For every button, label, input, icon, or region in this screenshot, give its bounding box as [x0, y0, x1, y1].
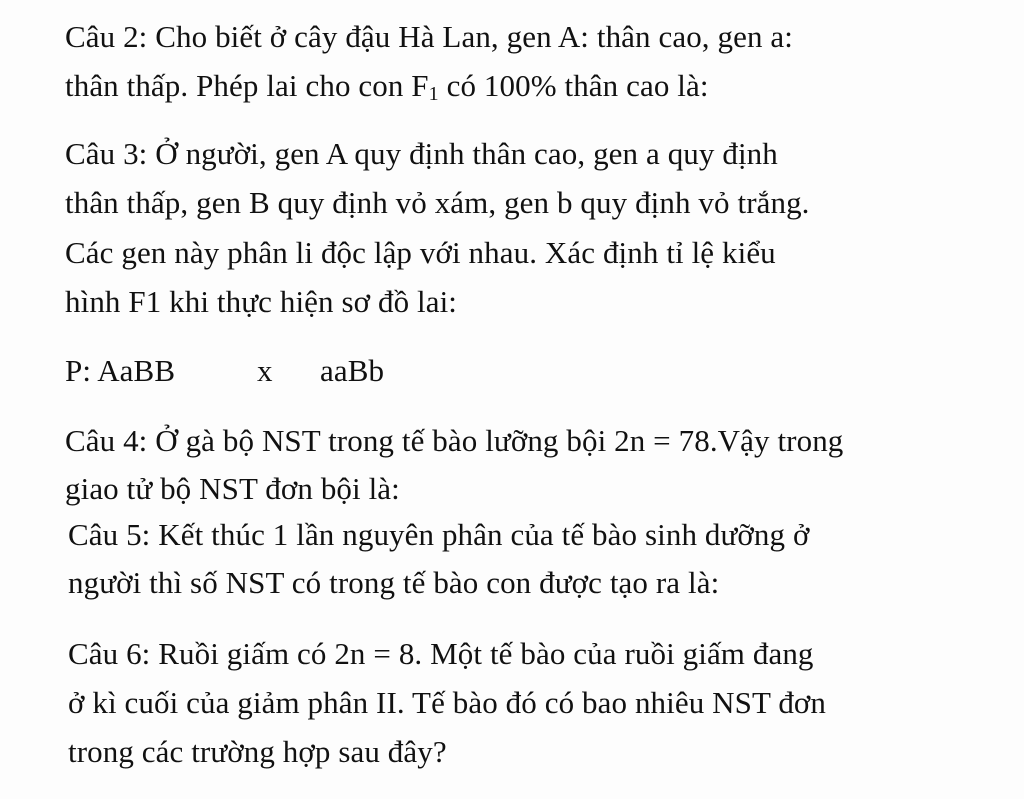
cross-symbol: x — [257, 353, 273, 388]
f1-subscript: 1 — [428, 83, 439, 105]
question-4-line-1: Câu 4: Ở gà bộ NST trong tế bào lưỡng bội 2n = 78.Vậy trong — [65, 423, 844, 458]
question-3-line-2: thân thấp, gen B quy định vỏ xám, gen b quy định vỏ trắng. — [65, 185, 810, 220]
question-3-line-4: hình F1 khi thực hiện sơ đồ lai: — [65, 284, 458, 319]
question-2-line-2-tail: có 100% thân cao là: — [438, 68, 709, 103]
question-5-line-1: Câu 5: Kết thúc 1 lần nguyên phân của tế bào sinh dưỡng ở — [68, 517, 810, 552]
cross-parent-2: aaBb — [320, 353, 385, 388]
question-6-line-1: Câu 6: Ruồi giấm có 2n = 8. Một tế bào của ruồi giấm đang — [68, 636, 814, 671]
question-6-line-3: trong các trường hợp sau đây? — [68, 734, 447, 769]
question-2-line-2-text: thân thấp. Phép lai cho con F — [65, 68, 429, 103]
question-5-line-2: người thì số NST có trong tế bào con được tạo ra là: — [68, 565, 720, 600]
question-2-line-2 — [65, 66, 709, 114]
cross-parent-1: P: AaBB — [65, 353, 176, 388]
question-6-line-2: ở kì cuối của giảm phân II. Tế bào đó có bao nhiêu NST đơn — [68, 685, 827, 720]
question-4-line-2: giao tử bộ NST đơn bội là: — [65, 471, 400, 506]
cross-scheme — [65, 351, 465, 391]
question-3-line-3: Các gen này phân li độc lập với nhau. Xác định tỉ lệ kiểu — [65, 235, 776, 270]
question-3-line-1: Câu 3: Ở người, gen A quy định thân cao, gen a quy định — [65, 136, 778, 171]
question-2-line-1: Câu 2: Cho biết ở cây đậu Hà Lan, gen A: thân cao, gen a: — [65, 19, 793, 54]
